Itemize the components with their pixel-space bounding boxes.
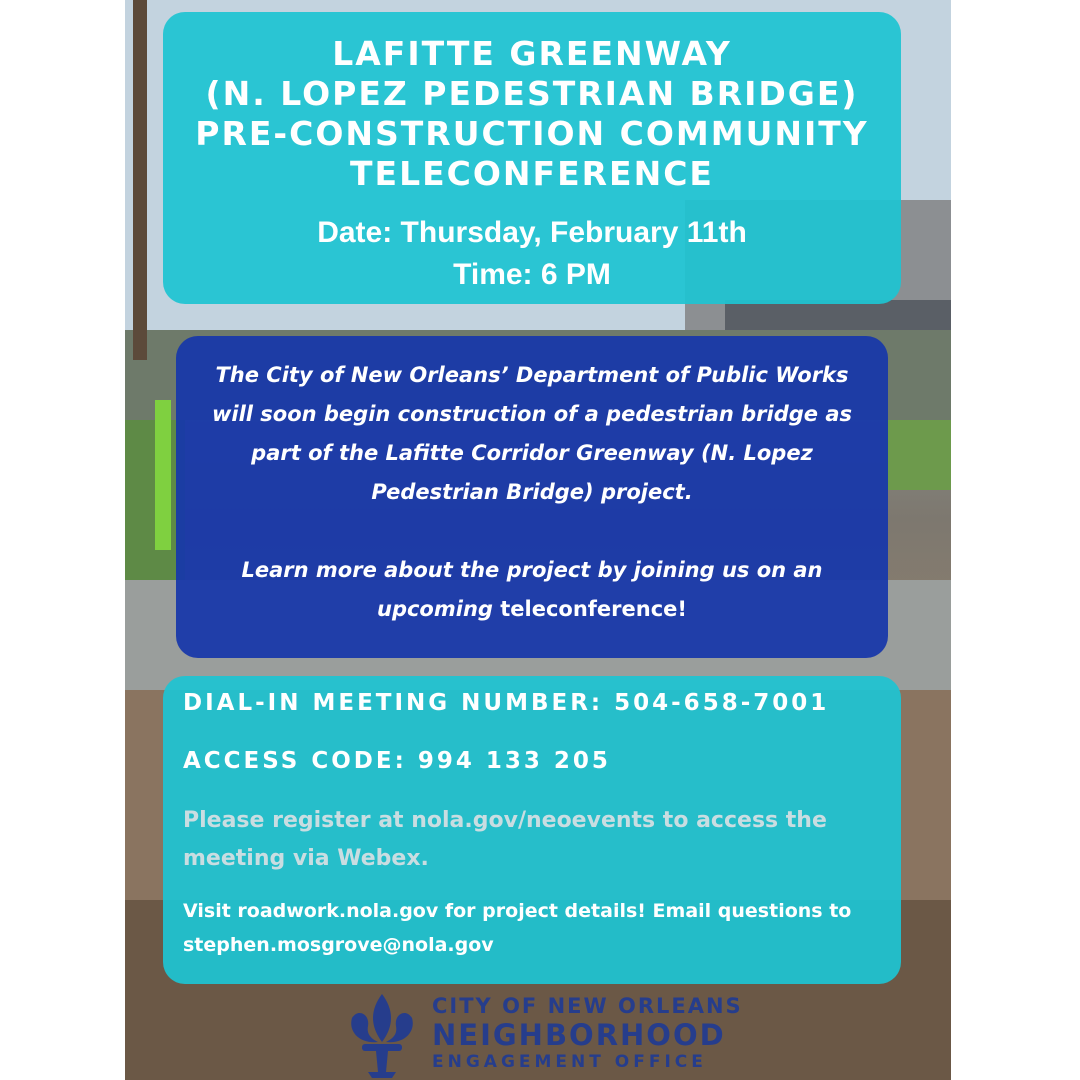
title-line: LAFITTE GREENWAY xyxy=(332,34,732,73)
dial-in-number: DIAL-IN MEETING NUMBER: 504-658-7001 xyxy=(183,690,830,716)
title-line: (N. LOPEZ PEDESTRIAN BRIDGE) xyxy=(205,74,859,113)
fleur-de-lis-icon xyxy=(340,992,424,1078)
access-code: ACCESS CODE: 994 133 205 xyxy=(183,748,611,774)
title-line: TELECONFERENCE xyxy=(350,154,714,193)
call-to-action xyxy=(198,551,866,629)
event-time: Time: 6 PM xyxy=(453,258,611,291)
description-card xyxy=(176,336,888,658)
header-card xyxy=(163,12,901,304)
title-line: PRE-CONSTRUCTION COMMUNITY xyxy=(195,114,869,153)
project-description: The City of New Orleans’ Department of Public Works will soon begin construction of a pedestrian bridge as part of the Lafitte Corridor Greenway (N. Lopez Pedestrian Bridge) project. xyxy=(211,363,853,504)
event-title xyxy=(163,12,901,194)
event-date: Date: Thursday, February 11th xyxy=(317,216,747,249)
logo-office-name: NEIGHBORHOOD xyxy=(432,1018,726,1052)
registration-note: Please register at nola.gov/neoevents to access the meeting via Webex. xyxy=(183,808,827,871)
contact-note: Visit roadwork.nola.gov for project details! Email questions to stephen.mosgrove@nola.gov xyxy=(183,900,852,956)
meeting-info-card xyxy=(163,676,901,984)
neighborhood-engagement-logo xyxy=(340,992,743,1080)
logo-city-name: CITY OF NEW ORLEANS xyxy=(432,994,743,1018)
call-to-action-plain: teleconference! xyxy=(492,597,687,621)
flyer-poster xyxy=(125,0,951,1080)
event-datetime xyxy=(163,212,901,296)
logo-office-subtitle: ENGAGEMENT OFFICE xyxy=(432,1052,707,1072)
call-to-action-italic: Learn more about the project by joining us on an upcoming xyxy=(241,558,823,621)
